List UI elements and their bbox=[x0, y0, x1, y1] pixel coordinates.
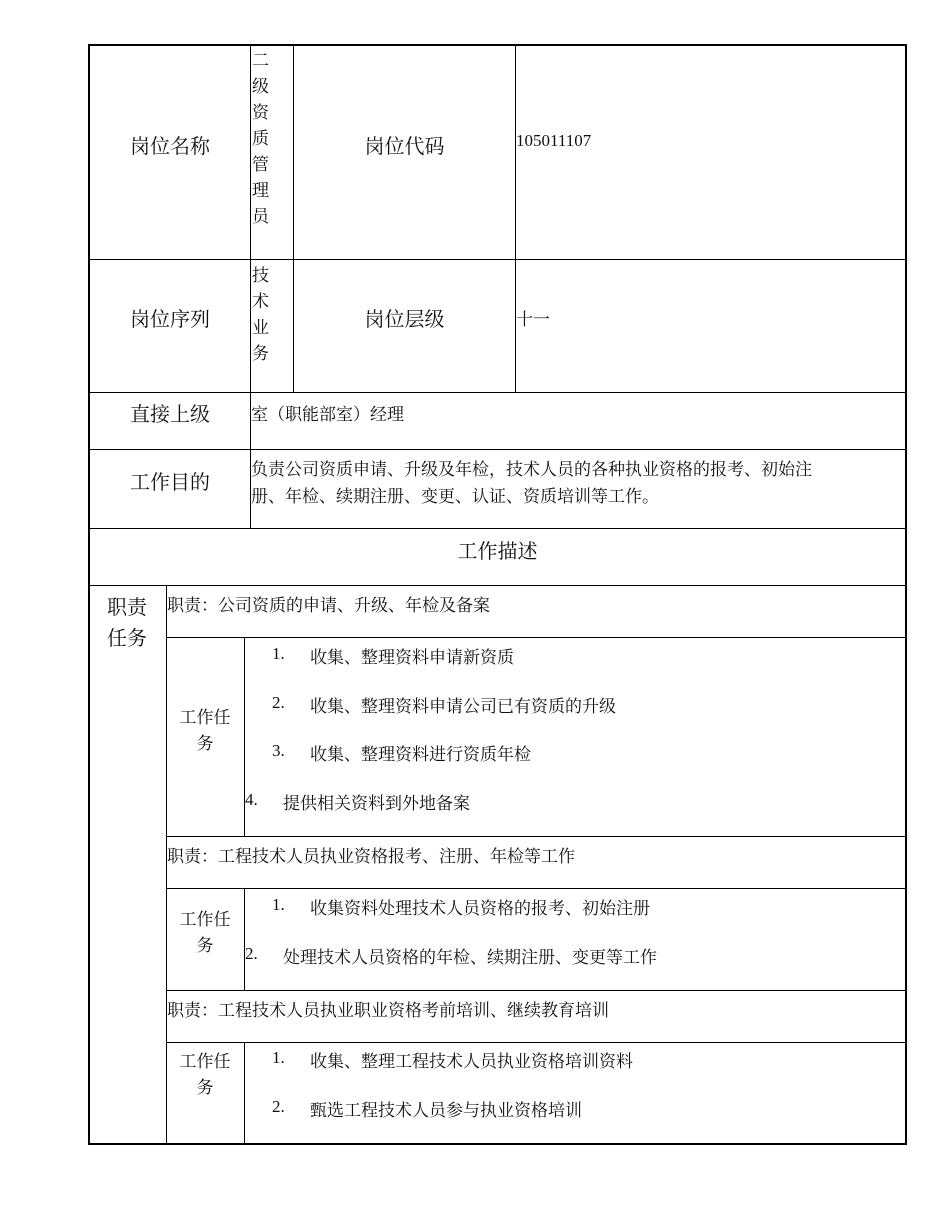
row-divider bbox=[166, 990, 907, 991]
task-text: 收集资料处理技术人员资格的报考、初始注册 bbox=[310, 899, 650, 918]
task-text: 提供相关资料到外地备案 bbox=[283, 794, 470, 813]
row-divider bbox=[166, 637, 907, 638]
position-name-value: 二级资质管理员 bbox=[252, 51, 269, 226]
position-name-label: 岗位名称 bbox=[130, 136, 210, 158]
direct-superior-value: 室（职能部室）经理 bbox=[251, 405, 404, 424]
direct-superior-label: 直接上级 bbox=[130, 404, 210, 426]
row-divider bbox=[166, 836, 907, 837]
col-divider bbox=[515, 44, 516, 392]
work-task-label: 工作任 bbox=[179, 910, 231, 929]
task-number: 4. bbox=[245, 790, 258, 809]
work-task-label: 务 bbox=[196, 1078, 214, 1097]
task-text: 甄选工程技术人员参与执业资格培训 bbox=[310, 1101, 582, 1120]
work-purpose-text-line1: 负责公司资质申请、升级及年检，技术人员的各种执业资格的报考、初始注 bbox=[251, 460, 812, 479]
task-number: 1. bbox=[272, 644, 285, 663]
work-task-label: 务 bbox=[196, 936, 214, 955]
col-divider bbox=[293, 44, 294, 392]
position-level-value: 十一 bbox=[516, 310, 550, 329]
work-purpose-text-line2: 册、年检、续期注册、变更、认证、资质培训等工作。 bbox=[251, 487, 659, 506]
col-divider bbox=[244, 1042, 245, 1145]
task-number: 2. bbox=[272, 1097, 285, 1116]
task-number: 3. bbox=[272, 741, 285, 760]
row-divider bbox=[88, 585, 907, 586]
duty-title: 职责：公司资质的申请、升级、年检及备案 bbox=[167, 596, 490, 615]
row-divider bbox=[88, 449, 907, 450]
work-task-label: 工作任 bbox=[179, 1052, 231, 1071]
row-divider bbox=[88, 259, 907, 260]
position-code-label: 岗位代码 bbox=[364, 136, 445, 158]
work-task-label: 工作任 bbox=[179, 708, 231, 727]
duties-tasks-label-line1: 职责 bbox=[107, 597, 147, 619]
row-divider bbox=[166, 1042, 907, 1043]
work-purpose-label: 工作目的 bbox=[130, 472, 210, 494]
duty-title: 职责：工程技术人员执业职业资格考前培训、继续教育培训 bbox=[167, 1001, 609, 1020]
duty-title: 职责：工程技术人员执业资格报考、注册、年检等工作 bbox=[167, 847, 575, 866]
position-code-value: 105011107 bbox=[516, 131, 592, 150]
task-text: 收集、整理资料申请新资质 bbox=[310, 648, 514, 667]
task-text: 收集、整理资料申请公司已有资质的升级 bbox=[310, 697, 616, 716]
row-divider bbox=[166, 888, 907, 889]
position-level-label: 岗位层级 bbox=[364, 309, 445, 331]
task-text: 处理技术人员资格的年检、续期注册、变更等工作 bbox=[283, 948, 657, 967]
work-task-label: 务 bbox=[196, 734, 214, 753]
task-text: 收集、整理工程技术人员执业资格培训资料 bbox=[310, 1052, 633, 1071]
col-divider bbox=[244, 888, 245, 990]
position-sequence-label: 岗位序列 bbox=[130, 309, 210, 331]
task-number: 1. bbox=[272, 895, 285, 914]
row-divider bbox=[88, 392, 907, 393]
task-text: 收集、整理资料进行资质年检 bbox=[310, 745, 531, 764]
row-divider bbox=[88, 528, 907, 529]
work-description-title: 工作描述 bbox=[457, 541, 538, 563]
duties-tasks-label-line2: 任务 bbox=[107, 628, 147, 650]
task-number: 2. bbox=[245, 944, 258, 963]
task-number: 1. bbox=[272, 1048, 285, 1067]
position-sequence-value: 技术业务 bbox=[252, 266, 269, 363]
task-number: 2. bbox=[272, 693, 285, 712]
